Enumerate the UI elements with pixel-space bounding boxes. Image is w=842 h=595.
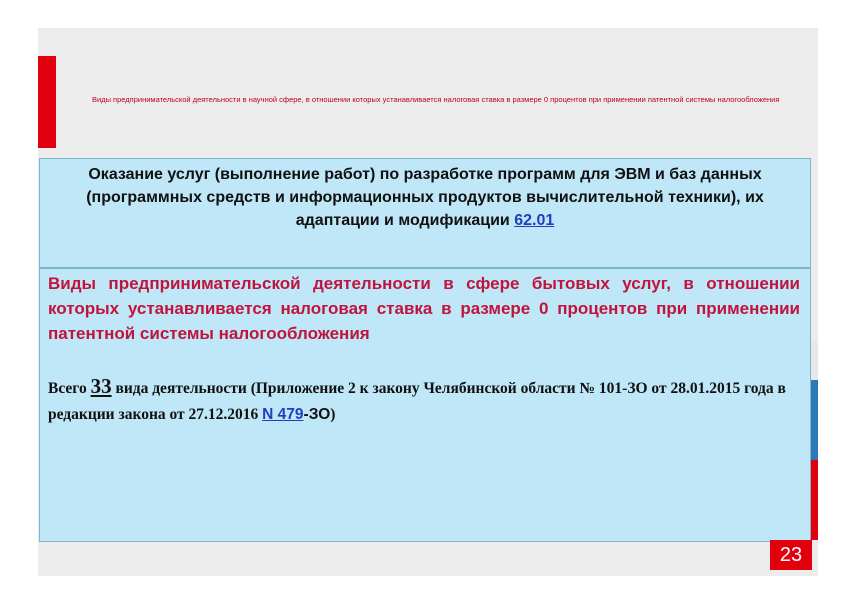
law-suffix: -ЗО: [303, 406, 331, 423]
activity-count: 33: [90, 374, 112, 398]
count-prefix: Всего: [48, 380, 87, 397]
page-number: 23: [770, 540, 812, 570]
activity-count-paragraph: [48, 373, 796, 428]
service-box-top: [39, 158, 811, 268]
service-description: [54, 163, 796, 232]
closing-paren: ): [330, 406, 336, 423]
service-box-bottom: [39, 268, 811, 542]
accent-bar-red: [38, 56, 56, 148]
service-text: Оказание услуг (выполнение работ) по разработке программ для ЭВМ и баз данных (программных средств и информационных продуктов вычислительной техники), их адаптации и модификации: [86, 166, 764, 229]
section-heading: Виды предпринимательской деятельности в сфере бытовых услуг, в отношении которых устанавливается налоговая ставка в размере 0 процентов при применении патентной системы налогообложения: [48, 274, 800, 343]
law-reference-text: вида деятельности (Приложение 2 к закону Челябинской области № 101-ЗО от 28.01.2015 года в редакции закона от 27.12.2016: [48, 380, 786, 423]
slide-header: Виды предпринимательской деятельности в научной сфере, в отношении которых устанавливается налоговая ставка в размере 0 процентов при применении патентной системы налогообложения: [92, 95, 780, 104]
law-number-link[interactable]: N 479: [262, 406, 304, 423]
okved-code-link[interactable]: 62.01: [514, 212, 555, 229]
